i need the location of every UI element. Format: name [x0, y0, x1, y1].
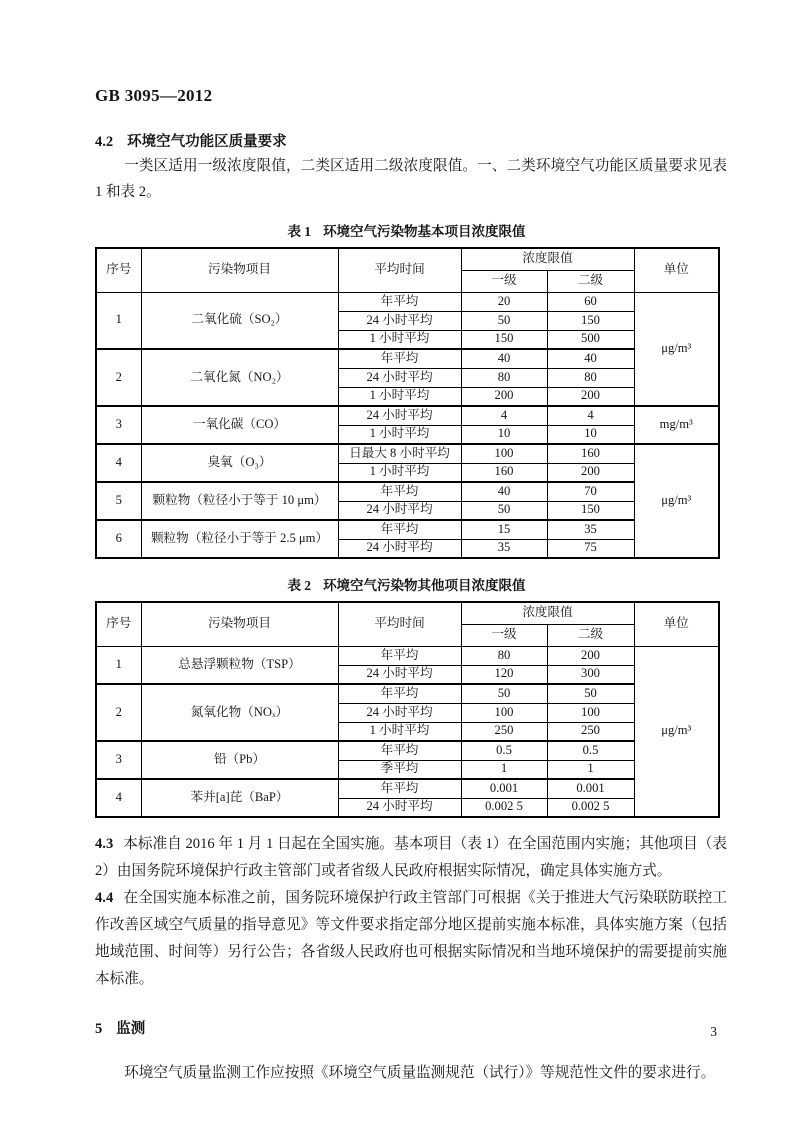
pollutant-cell: 颗粒物（粒径小于等于 10 μm） — [141, 482, 338, 520]
seq-cell: 1 — [96, 292, 141, 349]
avg-time-cell: 24 小时平均 — [338, 311, 461, 330]
grade1-value-cell: 120 — [461, 665, 547, 684]
grade1-value-cell: 35 — [461, 539, 547, 558]
pollutant-cell: 一氧化碳（CO） — [141, 406, 338, 444]
pollutant-cell: 臭氧（O₃） — [141, 444, 338, 482]
pollutant-cell: 氮氧化物（NOₓ） — [141, 684, 338, 741]
table-2 — [95, 601, 720, 818]
grade1-value-cell: 1 — [461, 760, 547, 779]
avg-time-cell: 24 小时平均 — [338, 539, 461, 558]
avg-time-cell: 24 小时平均 — [338, 665, 461, 684]
avg-time-cell: 年平均 — [338, 349, 461, 368]
seq-cell: 6 — [96, 520, 141, 558]
seq-cell: 3 — [96, 406, 141, 444]
clause-5-title: 监测 — [116, 1021, 146, 1037]
grade2-value-cell: 0.002 5 — [547, 798, 634, 817]
grade1-value-cell: 50 — [461, 684, 547, 703]
table-1-caption-text: 环境空气污染物基本项目浓度限值 — [323, 224, 526, 239]
grade2-value-cell: 300 — [547, 665, 634, 684]
avg-time-cell: 1 小时平均 — [338, 387, 461, 406]
grade1-value-cell: 150 — [461, 330, 547, 349]
grade1-value-cell: 100 — [461, 703, 547, 722]
grade1-value-cell: 200 — [461, 387, 547, 406]
seq-cell: 2 — [96, 684, 141, 741]
col-header-pollutant: 污染物项目 — [141, 248, 338, 292]
col-header-seq: 序号 — [96, 602, 141, 646]
grade2-value-cell: 4 — [547, 406, 634, 425]
avg-time-cell: 1 小时平均 — [338, 463, 461, 482]
clause-5-number: 5 — [95, 1021, 103, 1037]
seq-cell: 4 — [96, 779, 141, 817]
col-header-limits: 浓度限值 — [461, 602, 634, 624]
pollutant-cell: 二氧化氮（NO₂） — [141, 349, 338, 406]
col-header-avg-time: 平均时间 — [338, 602, 461, 646]
avg-time-cell: 年平均 — [338, 779, 461, 798]
col-header-grade1: 一级 — [461, 270, 547, 292]
grade2-value-cell: 200 — [547, 646, 634, 665]
grade2-value-cell: 1 — [547, 760, 634, 779]
seq-cell: 3 — [96, 741, 141, 779]
grade2-value-cell: 10 — [547, 425, 634, 444]
avg-time-cell: 24 小时平均 — [338, 703, 461, 722]
col-header-grade1: 一级 — [461, 624, 547, 646]
col-header-limits: 浓度限值 — [461, 248, 634, 270]
grade2-value-cell: 60 — [547, 292, 634, 311]
avg-time-cell: 年平均 — [338, 741, 461, 760]
avg-time-cell: 年平均 — [338, 292, 461, 311]
grade2-value-cell: 100 — [547, 703, 634, 722]
grade2-value-cell: 80 — [547, 368, 634, 387]
grade1-value-cell: 80 — [461, 646, 547, 665]
grade1-value-cell: 4 — [461, 406, 547, 425]
grade1-value-cell: 50 — [461, 311, 547, 330]
grade2-value-cell: 200 — [547, 463, 634, 482]
seq-cell: 4 — [96, 444, 141, 482]
clause-4-4-number: 4.4 — [95, 890, 114, 906]
grade1-value-cell: 0.5 — [461, 741, 547, 760]
col-header-pollutant: 污染物项目 — [141, 602, 338, 646]
grade1-value-cell: 250 — [461, 722, 547, 741]
table-row — [96, 520, 719, 539]
clause-4-3 — [95, 831, 727, 885]
grade2-value-cell: 200 — [547, 387, 634, 406]
table-1-caption-label: 表 1 — [287, 224, 312, 239]
clause-5-body: 环境空气质量监测工作应按照《环境空气质量监测规范（试行）》等规范性文件的要求进行。 — [124, 1065, 716, 1081]
grade2-value-cell: 75 — [547, 539, 634, 558]
unit-cell: μg/m³ — [634, 292, 719, 406]
clause-4-4 — [95, 885, 727, 993]
grade2-value-cell: 35 — [547, 520, 634, 539]
clause-4-3-body: 本标准自 2016 年 1 月 1 日起在全国实施。基本项目（表 1）在全国范围内实施；其他项目（表 2）由国务院环境保护行政主管部门或者省级人民政府根据实际情况，确定具体实施方式。 — [95, 836, 727, 879]
grade2-value-cell: 40 — [547, 349, 634, 368]
pollutant-cell: 铅（Pb） — [141, 741, 338, 779]
table-row — [96, 444, 719, 463]
grade1-value-cell: 40 — [461, 482, 547, 501]
col-header-seq: 序号 — [96, 248, 141, 292]
pollutant-cell: 颗粒物（粒径小于等于 2.5 μm） — [141, 520, 338, 558]
table-1-caption — [95, 220, 718, 240]
table-row — [96, 646, 719, 665]
table-row — [96, 406, 719, 425]
grade1-value-cell: 100 — [461, 444, 547, 463]
table-row — [96, 684, 719, 703]
seq-cell: 1 — [96, 646, 141, 684]
avg-time-cell: 1 小时平均 — [338, 425, 461, 444]
avg-time-cell: 24 小时平均 — [338, 368, 461, 387]
grade2-value-cell: 50 — [547, 684, 634, 703]
clause-4-3-number: 4.3 — [95, 836, 114, 852]
pollutant-cell: 总悬浮颗粒物（TSP） — [141, 646, 338, 684]
table-row — [96, 779, 719, 798]
unit-cell: μg/m³ — [634, 646, 719, 817]
col-header-grade2: 二级 — [547, 270, 634, 292]
avg-time-cell: 24 小时平均 — [338, 798, 461, 817]
grade1-value-cell: 0.001 — [461, 779, 547, 798]
avg-time-cell: 季平均 — [338, 760, 461, 779]
avg-time-cell: 日最大 8 小时平均 — [338, 444, 461, 463]
table-row — [96, 482, 719, 501]
grade1-value-cell: 40 — [461, 349, 547, 368]
clause-4-2-title: 环境空气功能区质量要求 — [127, 134, 287, 150]
table-row — [96, 349, 719, 368]
unit-cell: μg/m³ — [634, 444, 719, 558]
grade1-value-cell: 50 — [461, 501, 547, 520]
table-2-caption — [95, 574, 718, 594]
table-row — [96, 741, 719, 760]
unit-cell: mg/m³ — [634, 406, 719, 444]
clause-4-2-heading — [95, 130, 727, 151]
clause-5-heading — [95, 1017, 727, 1038]
grade2-value-cell: 150 — [547, 501, 634, 520]
clause-4-4-body: 在全国实施本标准之前，国务院环境保护行政主管部门可根据《关于推进大气污染联防联控工作改善区域空气质量的指导意见》等文件要求指定部分地区提前实施本标准，具体实施方案（包括地域范围、时间等）另行公告；各省级人民政府也可根据实际情况和当地环境保护的需要提前实施本标准。 — [95, 890, 727, 987]
grade1-value-cell: 0.002 5 — [461, 798, 547, 817]
clause-4-2-number: 4.2 — [95, 134, 114, 150]
col-header-unit: 单位 — [634, 248, 719, 292]
grade2-value-cell: 70 — [547, 482, 634, 501]
pollutant-cell: 苯并[a]芘（BaP） — [141, 779, 338, 817]
avg-time-cell: 24 小时平均 — [338, 501, 461, 520]
grade2-value-cell: 0.001 — [547, 779, 634, 798]
table-2-caption-label: 表 2 — [287, 578, 312, 593]
doc-code: GB 3095—2012 — [95, 86, 213, 105]
grade1-value-cell: 10 — [461, 425, 547, 444]
grade1-value-cell: 20 — [461, 292, 547, 311]
col-header-avg-time: 平均时间 — [338, 248, 461, 292]
seq-cell: 5 — [96, 482, 141, 520]
grade2-value-cell: 500 — [547, 330, 634, 349]
grade2-value-cell: 0.5 — [547, 741, 634, 760]
pollutant-cell: 二氧化硫（SO₂） — [141, 292, 338, 349]
avg-time-cell: 年平均 — [338, 482, 461, 501]
table-2-caption-text: 环境空气污染物其他项目浓度限值 — [323, 578, 526, 593]
clause-4-2-body: 一类区适用一级浓度限值，二类区适用二级浓度限值。一、二类环境空气功能区质量要求见表 1 和表 2。 — [95, 158, 727, 200]
table-1 — [95, 247, 720, 559]
avg-time-cell: 年平均 — [338, 520, 461, 539]
avg-time-cell: 24 小时平均 — [338, 406, 461, 425]
table-row — [96, 292, 719, 311]
avg-time-cell: 1 小时平均 — [338, 330, 461, 349]
col-header-grade2: 二级 — [547, 624, 634, 646]
avg-time-cell: 年平均 — [338, 684, 461, 703]
grade1-value-cell: 80 — [461, 368, 547, 387]
grade1-value-cell: 15 — [461, 520, 547, 539]
avg-time-cell: 1 小时平均 — [338, 722, 461, 741]
grade1-value-cell: 160 — [461, 463, 547, 482]
col-header-unit: 单位 — [634, 602, 719, 646]
grade2-value-cell: 160 — [547, 444, 634, 463]
page-number: 3 — [710, 1024, 717, 1039]
grade2-value-cell: 250 — [547, 722, 634, 741]
seq-cell: 2 — [96, 349, 141, 406]
avg-time-cell: 年平均 — [338, 646, 461, 665]
grade2-value-cell: 150 — [547, 311, 634, 330]
